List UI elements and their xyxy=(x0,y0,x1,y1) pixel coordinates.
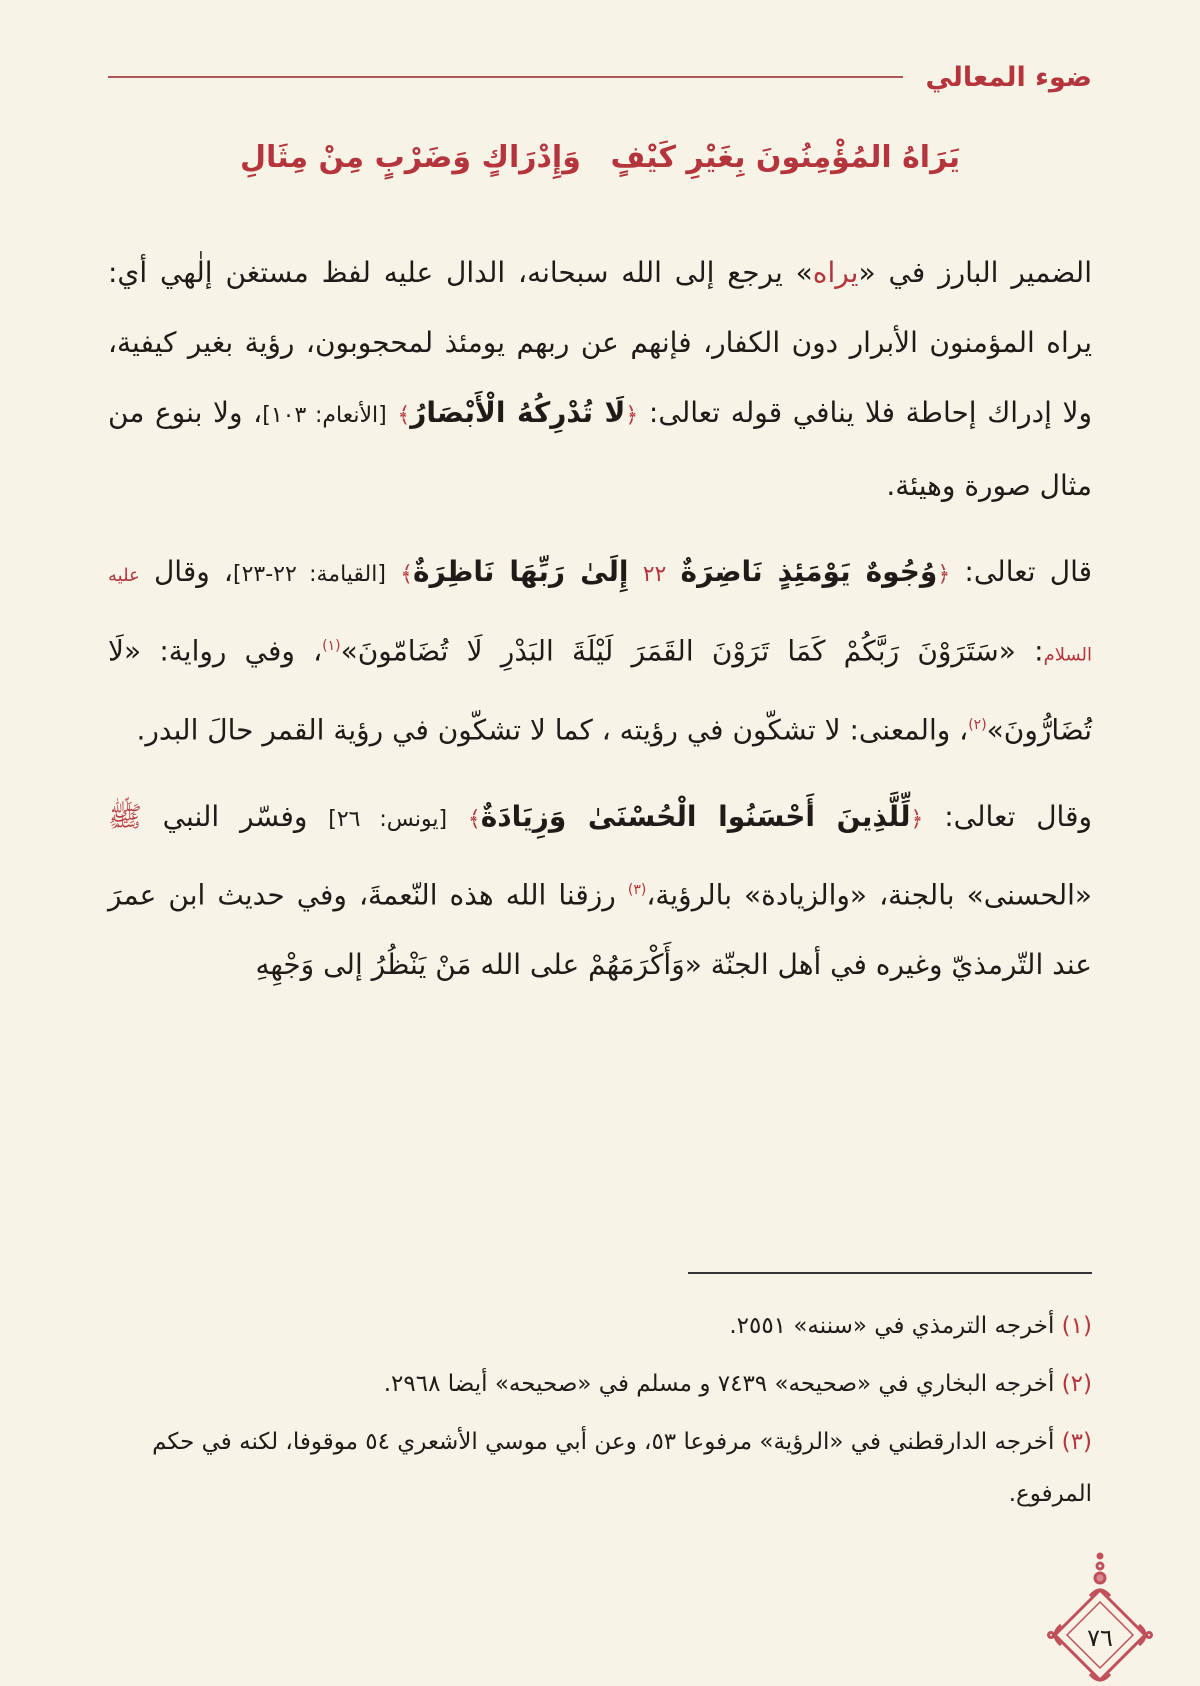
text: ، وفي رواية: «لَا تُضَارُّونَ» xyxy=(108,634,1092,747)
footnote-text: أخرجه الدارقطني في «الرؤية» مرفوعا ٥٣، وعن أبي موسي الأشعري ٥٤ موقوفا، لكنه في حكم المرفوع. xyxy=(152,1429,1092,1507)
poem-verse xyxy=(240,140,960,175)
header-rule xyxy=(108,76,903,78)
honorific-glyph-icon: عليه السلام xyxy=(108,565,1092,666)
verse-first-hemistich: يَرَاهُ المُؤْمِنُونَ بِغَيْرِ كَيْفٍ xyxy=(610,140,960,175)
text: وقال تعالى: xyxy=(923,799,1092,833)
footnote-text: أخرجه الترمذي في «سننه» ٢٥٥١. xyxy=(729,1313,1055,1339)
page-number-ornament xyxy=(1045,1550,1155,1686)
quran-quote: لِّلَّذِينَ أَحْسَنُوا الْحُسْنَىٰ وَزِيَادَةٌ xyxy=(480,799,911,833)
text: » يرجع إلى الله سبحانه، الدال عليه لفظ مستغن إلٰهي أي: يراه المؤمنون الأبرار دون الكفار، فإنهم عن ربهم يومئذ لمحجوبون، رؤية بغير كيفية، ولا إدراك إحاطة فلا ينافي قوله تعالى: xyxy=(108,256,1092,429)
highlighted-word: يراه xyxy=(812,256,859,289)
text: الضمير البارز في « xyxy=(858,256,1092,289)
text: رزقنا الله هذه النّعمةَ، وفي حديث ابن عمرَ عند التّرمذيّ وغيره في أهل الجنّة «وَأَكْرَمَهُمْ على الله مَنْ يَنْظُرُ إلى وَجْهِهِ xyxy=(108,877,1092,981)
surah-reference: [يونس: ٢٦] xyxy=(328,806,448,832)
running-header xyxy=(108,52,1092,102)
quran-close-bracket-icon: ﴾ xyxy=(397,403,411,428)
ayah-number-marker: ٢٢ xyxy=(642,562,667,587)
paragraph-3 xyxy=(108,782,1092,1000)
text: وفسّر النبي xyxy=(141,799,329,833)
ornament-frame-icon xyxy=(1045,1550,1155,1686)
quran-close-bracket-icon: ﴾ xyxy=(467,806,481,832)
surah-reference: [الأنعام: ١٠٣] xyxy=(262,403,387,428)
footnote-number: (٣) xyxy=(1061,1429,1092,1455)
page-number: ٧٦ xyxy=(1087,1624,1113,1652)
quran-open-bracket-icon: ﴿ xyxy=(937,562,951,587)
surah-reference: [القيامة: ٢٢-٢٣] xyxy=(232,562,386,587)
paragraph-2 xyxy=(108,537,1092,766)
text: «الحسنى» بالجنة، «والزيادة» بالرؤية، xyxy=(646,877,1093,911)
text: قال تعالى: xyxy=(950,555,1092,588)
quran-quote: لَا تُدْرِكُهُ الْأَبْصَارُ xyxy=(410,396,626,429)
footnote-ref-2[interactable]: (٢) xyxy=(968,717,987,734)
footnote-ref-1[interactable]: (١) xyxy=(322,638,341,654)
paragraph-1 xyxy=(108,238,1092,521)
salawat-glyph-icon: ﷺ xyxy=(108,799,142,833)
verse-second-hemistich: وَإِدْرَاكٍ وَضَرْبٍ مِنْ مِثَالِ xyxy=(240,140,581,175)
quran-open-bracket-icon: ﴿ xyxy=(625,403,639,428)
quran-quote: إِلَىٰ رَبِّهَا نَاظِرَةٌ xyxy=(413,555,629,588)
footnote-text: أخرجه البخاري في «صحيحه» ٧٤٣٩ و مسلم في «صحيحه» أيضا ٢٩٦٨. xyxy=(383,1371,1055,1397)
quran-close-bracket-icon: ﴾ xyxy=(400,562,414,587)
footnote-ref-3[interactable]: (٣) xyxy=(627,881,647,898)
footnote-2 xyxy=(108,1358,1092,1410)
footnote-number: (١) xyxy=(1061,1313,1092,1339)
footnote-3 xyxy=(108,1416,1092,1520)
running-title: ضوء المعالي xyxy=(925,61,1092,93)
text: ، وقال xyxy=(139,555,233,588)
quran-quote: وُجُوهٌ يَوْمَئِذٍ نَاضِرَةٌ xyxy=(680,555,938,588)
quran-open-bracket-icon: ﴿ xyxy=(910,806,924,832)
hadith-quote: : «سَتَرَوْنَ رَبَّكُمْ كَمَا تَرَوْنَ القَمَرَ لَيْلَةَ البَدْرِ لَا تُضَامّونَ» xyxy=(340,634,1044,668)
footnote-number: (٢) xyxy=(1061,1371,1092,1397)
text: ، ولا بنوع من مثال صورة وهيئة. xyxy=(108,396,1092,502)
footnote-1 xyxy=(108,1300,1092,1352)
commentary-body xyxy=(108,238,1092,1016)
text: ، والمعنى: لا تشكّون في رؤيته ، كما لا تشكّون في رؤية القمر حالَ البدر. xyxy=(136,713,969,747)
footnotes xyxy=(108,1300,1092,1526)
footnote-separator xyxy=(688,1272,1092,1274)
